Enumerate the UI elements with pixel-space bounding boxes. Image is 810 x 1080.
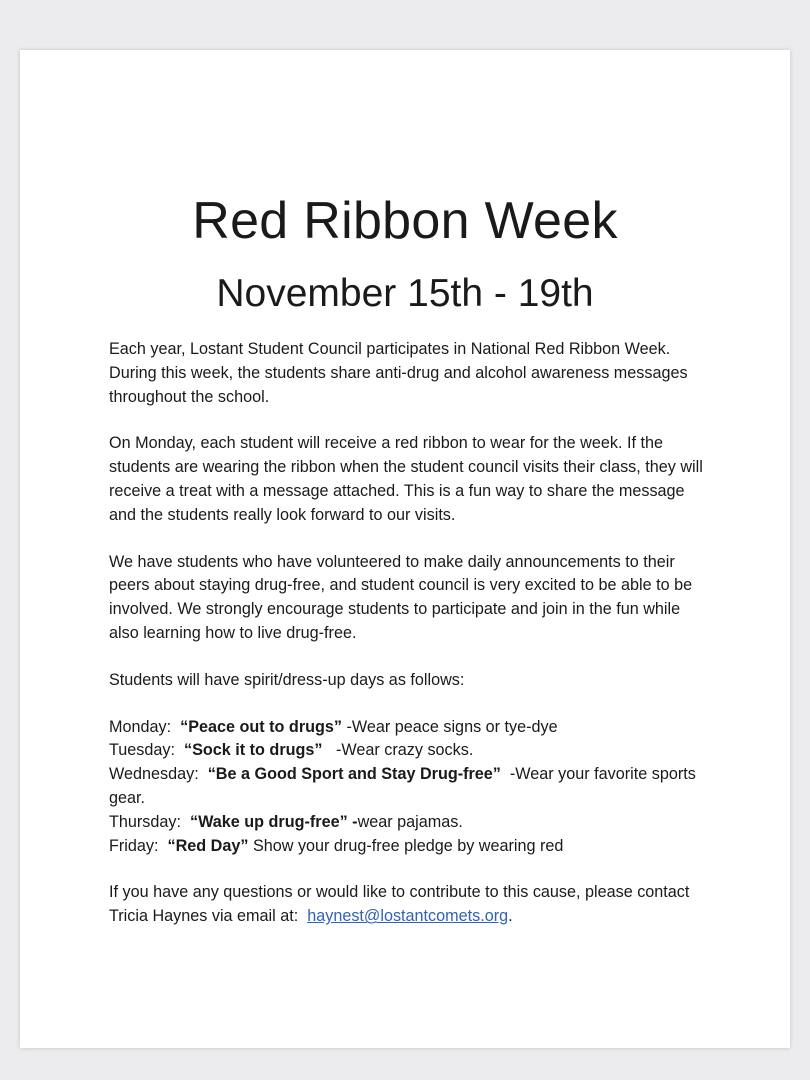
contact-paragraph [109,881,709,929]
contact-end: . [508,907,513,926]
spirit-day-wednesday [109,763,709,811]
day-detail: Show your drug-free pledge by wearing red [252,836,564,855]
spirit-days-list [109,716,709,859]
spirit-day-friday [109,835,709,859]
spirit-day-thursday [109,811,709,835]
announcements-paragraph: We have students who have volunteered to make daily announcements to their peers about staying drug-free, and student council is very excited to be able to be involved. We strongly encourage students to participate and join in the fun while also learning how to live drug-free. [109,552,693,642]
day-name: Friday: [109,836,159,855]
flyer-title: Red Ribbon Week [192,192,618,250]
day-name: Wednesday: [109,765,199,784]
day-theme: “Be a Good Sport and Stay Drug-free” [207,765,501,784]
spirit-days-intro: Students will have spirit/dress-up days as follows: [109,670,465,689]
email-link[interactable]: haynest@lostantcomets.org [307,907,509,926]
day-name: Thursday: [109,812,181,831]
day-name: Tuesday: [109,741,175,760]
flyer-page [20,50,790,1048]
day-detail: -Wear your favorite sports gear. [109,765,696,807]
day-theme: “Sock it to drugs” [183,741,323,760]
day-theme: “Peace out to drugs” [180,717,342,736]
intro-paragraph: Each year, Lostant Student Council participates in National Red Ribbon Week. During this week, the students share anti-drug and alcohol awareness messages throughout the school. [109,340,688,406]
flyer-body [109,338,709,952]
day-theme: “Red Day” [167,836,249,855]
day-theme: “Wake up drug-free” - [189,812,358,831]
day-detail: -Wear peace signs or tye-dye [346,717,558,736]
spirit-day-tuesday [109,739,709,763]
spirit-day-monday [109,716,709,740]
day-detail: -Wear crazy socks. [336,741,474,760]
day-name: Monday: [109,717,172,736]
day-detail: wear pajamas. [357,812,463,831]
event-dates: November 15th - 19th [216,272,594,315]
contact-text: If you have any questions or would like to contribute to this cause, please contact Tricia Haynes via email at: [109,883,690,926]
ribbon-paragraph: On Monday, each student will receive a red ribbon to wear for the week. If the students are wearing the ribbon when the student council visits their class, they will receive a treat with a message attached. This is a fun way to share the message and the students really look forward to our visits. [109,434,703,524]
